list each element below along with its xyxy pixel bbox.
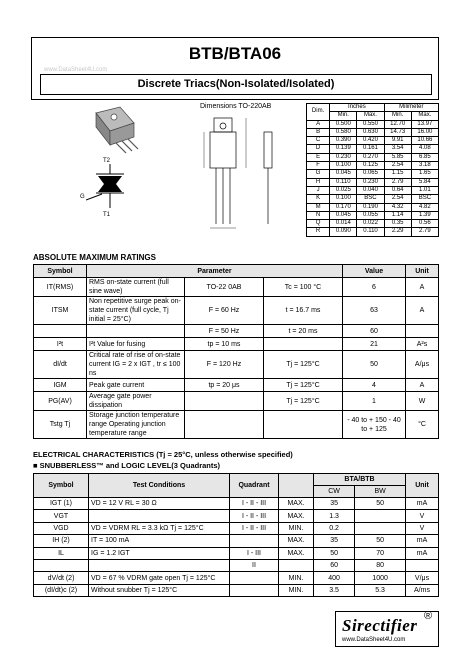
dim-cell: 0.630 xyxy=(357,128,384,136)
ec-lim: MIN. xyxy=(279,584,314,596)
dim-sub-min: Min. xyxy=(384,112,411,120)
amr-header-value: Value xyxy=(343,265,406,278)
ec-lim: MIN. xyxy=(279,522,314,534)
ec-unit: mA xyxy=(406,535,439,547)
ec-lim: MAX. xyxy=(279,547,314,559)
dim-cell: 4.32 xyxy=(384,203,411,211)
pin-label-t1: T1 xyxy=(103,212,111,218)
dim-cell: 0.170 xyxy=(330,203,357,211)
dim-cell: 0.35 xyxy=(384,220,411,228)
amr-value: 1 xyxy=(343,392,406,411)
dim-cell: 0.100 xyxy=(330,162,357,170)
page-subtitle: Discrete Triacs(Non-Isolated/Isolated) xyxy=(137,78,335,90)
dim-cell: 16.00 xyxy=(411,128,438,136)
ec-cw: 3.5 xyxy=(314,584,355,596)
dim-cell: B xyxy=(307,128,330,136)
dim-cell: 2.29 xyxy=(384,228,411,236)
dim-cell: 3.54 xyxy=(384,145,411,153)
ec-header-conditions: Test Conditions xyxy=(89,474,230,498)
amr-value: 6 xyxy=(343,278,406,297)
dim-cell: E xyxy=(307,153,330,161)
amr-unit: °C xyxy=(406,411,439,439)
amr-header-parameter: Parameter xyxy=(87,265,343,278)
page-title: BTB/BTA06 xyxy=(188,44,282,63)
amr-row xyxy=(34,297,439,325)
ec-unit: A/ms xyxy=(406,584,439,596)
ec-header-device: BTA/BTB xyxy=(314,474,406,486)
dim-cell: 0.014 xyxy=(330,220,357,228)
to220-package-illustration xyxy=(86,105,146,155)
amr-param: Storage junction temperature range Operating junction temperature range xyxy=(87,411,185,439)
dim-cell: 1.14 xyxy=(384,211,411,219)
dim-sub-max: Max. xyxy=(357,112,384,120)
dim-cell: M xyxy=(307,203,330,211)
ec-sym: IGT (1) xyxy=(34,498,89,510)
amr-param: Critical rate of rise of on-state current IG = 2 x IGT , tr ≤ 100 ns xyxy=(87,351,185,379)
dim-cell: G xyxy=(307,170,330,178)
ec-cw: 400 xyxy=(314,572,355,584)
dim-cell: 1.01 xyxy=(411,186,438,194)
dim-row xyxy=(307,195,439,203)
ec-cw: 60 xyxy=(314,559,355,571)
ec-unit: V/μs xyxy=(406,572,439,584)
amr-cond1: F = 50 Hz xyxy=(185,325,264,338)
ec-row xyxy=(34,572,439,584)
ec-bw: 1000 xyxy=(355,572,406,584)
dimensions-table xyxy=(306,103,439,237)
amr-cond1: F = 60 Hz xyxy=(185,297,264,325)
dim-cell: 0.270 xyxy=(357,153,384,161)
ec-bw: 50 xyxy=(355,498,406,510)
ec-cond: IT = 100 mA xyxy=(89,535,230,547)
amr-row xyxy=(34,392,439,411)
amr-unit: A²s xyxy=(406,338,439,351)
amr-value: 50 xyxy=(343,351,406,379)
ec-cw: 35 xyxy=(314,535,355,547)
ec-cond: VD = 12 V RL = 30 Ω xyxy=(89,498,230,510)
amr-sym: IT(RMS) xyxy=(34,278,87,297)
dim-cell: 0.025 xyxy=(330,186,357,194)
amr-cond1: TO-22 0AB xyxy=(185,278,264,297)
ec-bw: 5.3 xyxy=(355,584,406,596)
ec-quad: II xyxy=(230,559,279,571)
title-box xyxy=(31,37,439,100)
logo-box xyxy=(335,611,439,647)
amr-param: Non repetitive surge peak on-state current (full cycle, Tj initial = 25°C) xyxy=(87,297,185,325)
dim-cell: 6.85 xyxy=(411,153,438,161)
amr-row xyxy=(34,278,439,297)
ec-sym: VGD xyxy=(34,522,89,534)
amr-param: Peak gate current xyxy=(87,379,185,392)
pin-label-g: G xyxy=(80,194,85,200)
dim-cell: 0.110 xyxy=(357,228,384,236)
dim-cell: A xyxy=(307,120,330,128)
dim-cell: 5.85 xyxy=(384,153,411,161)
dim-cell: 0.230 xyxy=(330,153,357,161)
amr-unit xyxy=(406,325,439,338)
ec-quad: I - III xyxy=(230,547,279,559)
ec-cond: IG = 1.2 IGT xyxy=(89,547,230,559)
ec-quad: I - II - III xyxy=(230,498,279,510)
amr-value: 21 xyxy=(343,338,406,351)
ec-bw: 70 xyxy=(355,547,406,559)
dim-cell: 0.139 xyxy=(330,145,357,153)
dim-cell: 13.97 xyxy=(411,120,438,128)
ec-row xyxy=(34,498,439,510)
amr-sym: IGM xyxy=(34,379,87,392)
package-dimension-drawing xyxy=(196,114,296,232)
amr-row xyxy=(34,338,439,351)
ec-quad xyxy=(230,572,279,584)
amr-table xyxy=(33,264,439,439)
amr-cond2 xyxy=(264,338,343,351)
ec-bw xyxy=(355,522,406,534)
amr-cond1 xyxy=(185,411,264,439)
dim-row xyxy=(307,120,439,128)
amr-sym: Tstg Tj xyxy=(34,411,87,439)
dim-cell: 0.022 xyxy=(357,220,384,228)
ec-cw: 1.3 xyxy=(314,510,355,522)
ec-cond: VD = 67 % VDRM gate open Tj = 125°C xyxy=(89,572,230,584)
dim-cell: 3.18 xyxy=(411,162,438,170)
dim-row xyxy=(307,162,439,170)
dim-row xyxy=(307,153,439,161)
amr-row xyxy=(34,379,439,392)
dim-row xyxy=(307,211,439,219)
dim-cell: 2.79 xyxy=(384,178,411,186)
ec-row xyxy=(34,510,439,522)
ec-header-unit: Unit xyxy=(406,474,439,498)
ec-unit: V xyxy=(406,522,439,534)
ec-sym: VGT xyxy=(34,510,89,522)
ec-row xyxy=(34,535,439,547)
dim-row xyxy=(307,128,439,136)
dim-cell: R xyxy=(307,228,330,236)
amr-cond1: F = 120 Hz xyxy=(185,351,264,379)
ec-header-cw: CW xyxy=(314,486,355,498)
amr-row xyxy=(34,325,439,338)
ec-unit: V xyxy=(406,510,439,522)
dim-cell: K xyxy=(307,195,330,203)
dim-header-inches: Inches xyxy=(330,104,384,112)
dim-cell: 0.065 xyxy=(357,170,384,178)
dimensions-caption: Dimensions TO-220AB xyxy=(200,103,272,110)
dim-cell: 0.190 xyxy=(357,203,384,211)
amr-cond2: t = 16.7 ms xyxy=(264,297,343,325)
dim-header-dim: Dim. xyxy=(307,104,330,121)
ec-header-bw: BW xyxy=(355,486,406,498)
ec-cond: VD = VDRM RL = 3.3 kΩ Tj = 125°C xyxy=(89,522,230,534)
amr-sym: PG(AV) xyxy=(34,392,87,411)
ec-subheading: ■ SNUBBERLESS™ and LOGIC LEVEL(3 Quadrants) xyxy=(33,461,221,470)
dim-cell: 1.65 xyxy=(411,170,438,178)
ec-header-limit xyxy=(279,474,314,498)
dim-row xyxy=(307,203,439,211)
ec-row xyxy=(34,547,439,559)
dim-cell: 9.91 xyxy=(384,137,411,145)
ec-lim xyxy=(279,559,314,571)
ec-cw: 35 xyxy=(314,498,355,510)
triac-symbol xyxy=(80,158,150,220)
dim-row xyxy=(307,228,439,236)
amr-cond2: Tj = 125°C xyxy=(264,392,343,411)
dim-cell: 0.230 xyxy=(357,178,384,186)
dim-cell: J xyxy=(307,186,330,194)
dim-cell: 0.040 xyxy=(357,186,384,194)
watermark-text: www.DataSheet4U.com xyxy=(44,67,108,73)
amr-heading: ABSOLUTE MAXIMUM RATINGS xyxy=(33,253,156,262)
amr-unit: A xyxy=(406,379,439,392)
ec-unit: mA xyxy=(406,498,439,510)
amr-row xyxy=(34,411,439,439)
dim-cell: D xyxy=(307,145,330,153)
dim-cell: 0.64 xyxy=(384,186,411,194)
ec-quad xyxy=(230,584,279,596)
amr-param xyxy=(87,325,185,338)
ec-sym: IL xyxy=(34,547,89,559)
amr-cond2: Tj = 125°C xyxy=(264,351,343,379)
dim-cell: N xyxy=(307,211,330,219)
ec-sym: IH (2) xyxy=(34,535,89,547)
dim-row xyxy=(307,220,439,228)
ec-sym xyxy=(34,559,89,571)
ec-row xyxy=(34,584,439,596)
amr-value: - 40 to + 150 - 40 to + 125 xyxy=(343,411,406,439)
dim-row xyxy=(307,137,439,145)
dim-cell: 0.420 xyxy=(357,137,384,145)
ec-cond: Without snubber Tj = 125°C xyxy=(89,584,230,596)
dim-cell: 0.390 xyxy=(330,137,357,145)
amr-cond1: tp = 10 ms xyxy=(185,338,264,351)
dim-cell: 0.161 xyxy=(357,145,384,153)
ec-bw: 50 xyxy=(355,535,406,547)
dim-cell: BSC xyxy=(411,195,438,203)
amr-sym: dI/dt xyxy=(34,351,87,379)
ec-sym: (dI/dt)c (2) xyxy=(34,584,89,596)
amr-cond1: tp = 20 μs xyxy=(185,379,264,392)
amr-sym: ITSM xyxy=(34,297,87,325)
amr-unit: A/μs xyxy=(406,351,439,379)
ec-bw xyxy=(355,510,406,522)
dim-cell: 0.56 xyxy=(411,220,438,228)
amr-unit: A xyxy=(406,278,439,297)
dim-cell: H xyxy=(307,178,330,186)
ec-header-quadrant: Quadrant xyxy=(230,474,279,498)
ec-quad: I - II - III xyxy=(230,510,279,522)
dim-cell: 0.500 xyxy=(330,120,357,128)
dim-cell: 14.73 xyxy=(384,128,411,136)
amr-param: Average gate power dissipation xyxy=(87,392,185,411)
amr-param: RMS on-state current (full sine wave) xyxy=(87,278,185,297)
amr-sym xyxy=(34,325,87,338)
dim-sub-max: Max. xyxy=(411,112,438,120)
dim-cell: 2.54 xyxy=(384,162,411,170)
dim-cell: 0.580 xyxy=(330,128,357,136)
dim-cell: 4.82 xyxy=(411,203,438,211)
ec-quad: I - II - III xyxy=(230,522,279,534)
amr-header-unit: Unit xyxy=(406,265,439,278)
ec-lim: MAX. xyxy=(279,498,314,510)
amr-cond2 xyxy=(264,411,343,439)
ec-bw: 80 xyxy=(355,559,406,571)
amr-cond1 xyxy=(185,392,264,411)
ec-cond xyxy=(89,510,230,522)
amr-value: 4 xyxy=(343,379,406,392)
amr-unit: W xyxy=(406,392,439,411)
dim-cell: 0.055 xyxy=(357,211,384,219)
amr-cond2: Tj = 125°C xyxy=(264,379,343,392)
amr-value: 63 xyxy=(343,297,406,325)
dim-row xyxy=(307,186,439,194)
dim-cell: 4.08 xyxy=(411,145,438,153)
footer-url: www.DataSheet4U.com xyxy=(342,637,406,643)
dim-cell: 0.550 xyxy=(357,120,384,128)
dim-row xyxy=(307,170,439,178)
pin-label-t2: T2 xyxy=(103,158,111,164)
dim-cell: BSC xyxy=(357,195,384,203)
dim-cell: 10.66 xyxy=(411,137,438,145)
dim-cell: 1.39 xyxy=(411,211,438,219)
ec-sym: dV/dt (2) xyxy=(34,572,89,584)
ec-row xyxy=(34,522,439,534)
dim-cell: Q xyxy=(307,220,330,228)
ec-cw: 0.2 xyxy=(314,522,355,534)
dim-cell: 0.125 xyxy=(357,162,384,170)
amr-header-symbol: Symbol xyxy=(34,265,87,278)
amr-param: I²t Value for fusing xyxy=(87,338,185,351)
dim-cell: 0.100 xyxy=(330,195,357,203)
dim-sub-min: Min. xyxy=(330,112,357,120)
registered-mark: ® xyxy=(424,610,433,622)
amr-value: 60 xyxy=(343,325,406,338)
amr-sym: I²t xyxy=(34,338,87,351)
dim-cell: 0.090 xyxy=(330,228,357,236)
dim-cell: 12.70 xyxy=(384,120,411,128)
dim-cell: 0.110 xyxy=(330,178,357,186)
dim-cell: 1.15 xyxy=(384,170,411,178)
ec-header-symbol: Symbol xyxy=(34,474,89,498)
ec-heading: ELECTRICAL CHARACTERISTICS (Tj = 25°C, unless otherwise specified) xyxy=(33,450,293,459)
ec-table xyxy=(33,473,439,597)
dim-row xyxy=(307,145,439,153)
amr-unit: A xyxy=(406,297,439,325)
ec-lim: MIN. xyxy=(279,572,314,584)
dim-row xyxy=(307,178,439,186)
dim-cell: 2.79 xyxy=(411,228,438,236)
ec-quad xyxy=(230,535,279,547)
dim-cell: 0.045 xyxy=(330,211,357,219)
ec-unit: mA xyxy=(406,547,439,559)
ec-lim: MAX. xyxy=(279,535,314,547)
dim-cell: C xyxy=(307,137,330,145)
amr-row xyxy=(34,351,439,379)
amr-cond2: Tc = 100 °C xyxy=(264,278,343,297)
logo-text: Sirectifier xyxy=(342,616,418,635)
ec-cond xyxy=(89,559,230,571)
ec-lim: MAX. xyxy=(279,510,314,522)
dim-cell: 5.84 xyxy=(411,178,438,186)
dim-cell: 0.045 xyxy=(330,170,357,178)
amr-cond2: t = 20 ms xyxy=(264,325,343,338)
ec-row xyxy=(34,559,439,571)
ec-unit xyxy=(406,559,439,571)
dim-cell: 2.54 xyxy=(384,195,411,203)
ec-cw: 50 xyxy=(314,547,355,559)
dim-cell: F xyxy=(307,162,330,170)
subtitle-box xyxy=(40,74,432,95)
dim-header-mm: Milimeter xyxy=(384,104,438,112)
